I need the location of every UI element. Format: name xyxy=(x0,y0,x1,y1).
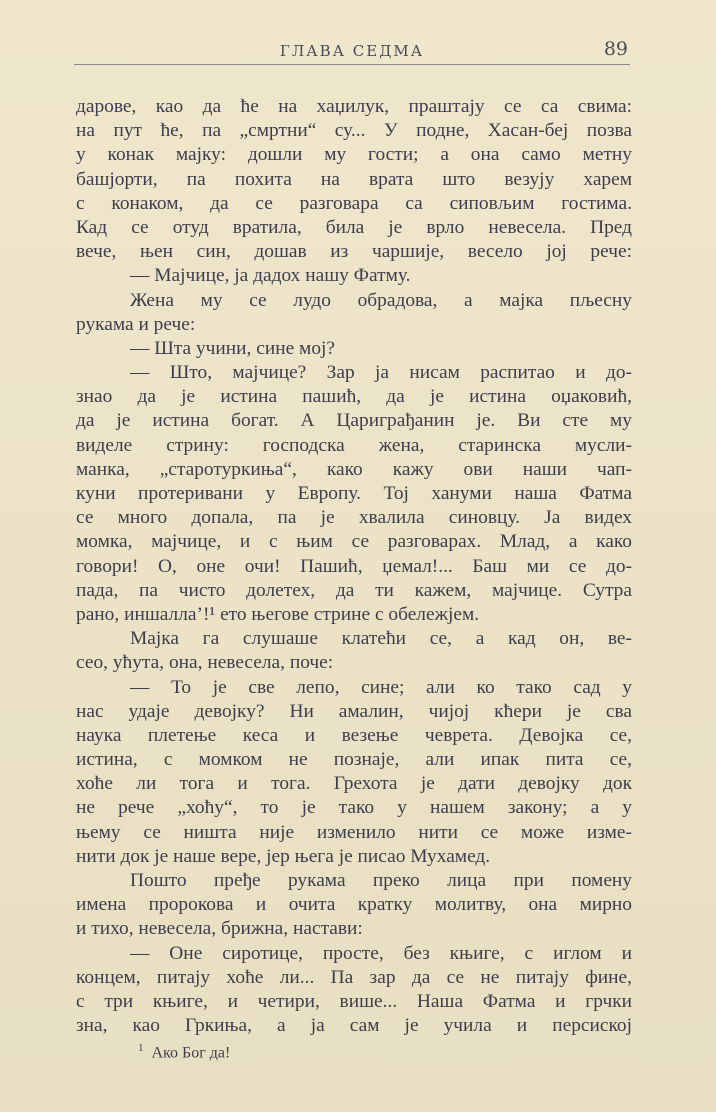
text-line: хоће ли тога и тога. Грехота је дати девојку док xyxy=(76,773,632,795)
text-line: момка, мајчице, и с њим се разговарах. Млад, а како xyxy=(76,531,632,553)
text-line: не рече „хоћу“, то је тако у нашем закону; а у xyxy=(76,797,632,819)
text-line: њему се ништа није изменило нити се може изме- xyxy=(76,821,632,843)
text-line: Жена му се лудо обрадова, а мајка пљесну xyxy=(130,289,632,311)
text-line: виделе стрину: господска жена, старинска мусли- xyxy=(76,434,632,456)
text-line: манка, „старотуркиња“, како кажу ови наши чап- xyxy=(76,458,632,480)
text-line: — Мајчице, ја дадох нашу Фатму. xyxy=(130,265,411,287)
text-line: куни протеривани у Европу. Тој хануми наша Фатма xyxy=(76,483,632,504)
text-line: сео, ућута, она, невесела, поче: xyxy=(76,652,334,674)
text-line: Кад се отуд вратила, била је врло невесела. Пред xyxy=(76,216,632,238)
text-line: и тихо, невесела, брижна, настави: xyxy=(76,918,363,940)
text-line: — Шта учини, сине мој? xyxy=(130,337,336,359)
text-line: концем, питају хоће ли... Па зар да се не питају фине, xyxy=(76,966,632,988)
footnote xyxy=(138,1042,230,1062)
page-number: 89 xyxy=(603,38,628,60)
footnote-mark: 1 xyxy=(138,1042,144,1054)
text-line: пада, па чисто долетех, да ти кажем, мајчице. Сутра xyxy=(76,579,632,601)
text-line: знао да је истина пашић, да је истина оџаковић, xyxy=(76,386,632,408)
text-line: Пошто пређе рукама преко лица при помену xyxy=(130,870,632,891)
text-line: наука плетење кеса и везење чеврета. Девојка се, xyxy=(76,724,632,746)
text-line: — Што, мајчице? Зар ја нисам распитао и до- xyxy=(130,362,632,384)
body-text xyxy=(76,95,632,1038)
text-line: се много допала, па је хвалила синовцу. Ја видех xyxy=(76,507,632,529)
text-line: рукама и рече: xyxy=(76,313,196,335)
text-line: дарове, као да ће на хаџилук, праштају се са свима: xyxy=(76,96,632,117)
text-line: нити док је наше вере, јер њега је писао Мухамед. xyxy=(76,845,491,867)
text-line: у конак мајку: дошли му гости; а она само метну xyxy=(76,144,632,166)
text-line: зна, као Гркиња, а ја сам је учила и персиској xyxy=(76,1015,632,1037)
text-line: говори! О, оне очи! Пашић, џемал!... Баш ми се до- xyxy=(76,555,632,577)
text-line: на пут ће, па „смртни“ су... У подне, Хасан-беј позва xyxy=(76,120,632,142)
text-line: рано, иншалла’!¹ ето његове стрине с обележјем. xyxy=(76,603,480,625)
text-line: истина, с момком не познаје, али ипак пита се, xyxy=(76,749,632,771)
footnote-text: Ако Бог да! xyxy=(151,1044,231,1062)
text-line: вече, њен син, дошав из чаршије, весело јој рече: xyxy=(76,241,632,263)
page-header xyxy=(74,38,630,65)
text-line: нас удаје девојку? Ни амалин, чијој кћери је сва xyxy=(76,700,632,722)
text-line: башјорти, па похита на врата што везују харем xyxy=(76,168,632,190)
text-line: Мајка га слушаше клатећи се, а кад он, ве- xyxy=(130,628,632,650)
running-title: ГЛАВА СЕДМА xyxy=(279,42,425,60)
text-line: имена пророкова и очита кратку молитву, она мирно xyxy=(76,894,632,916)
text-line: — Оне сиротице, просте, без књиге, с иглом и xyxy=(130,942,632,964)
text-line: да је истина богат. А Цариграђанин је. Ви сте му xyxy=(76,410,632,432)
text-line: с конаком, да се разговара са сиповљим гостима. xyxy=(76,192,632,214)
text-line: с три књиге, и четири, више... Наша Фатма и грчки xyxy=(76,990,632,1012)
text-line: — То је све лепо, сине; али ко тако сад у xyxy=(130,676,632,698)
